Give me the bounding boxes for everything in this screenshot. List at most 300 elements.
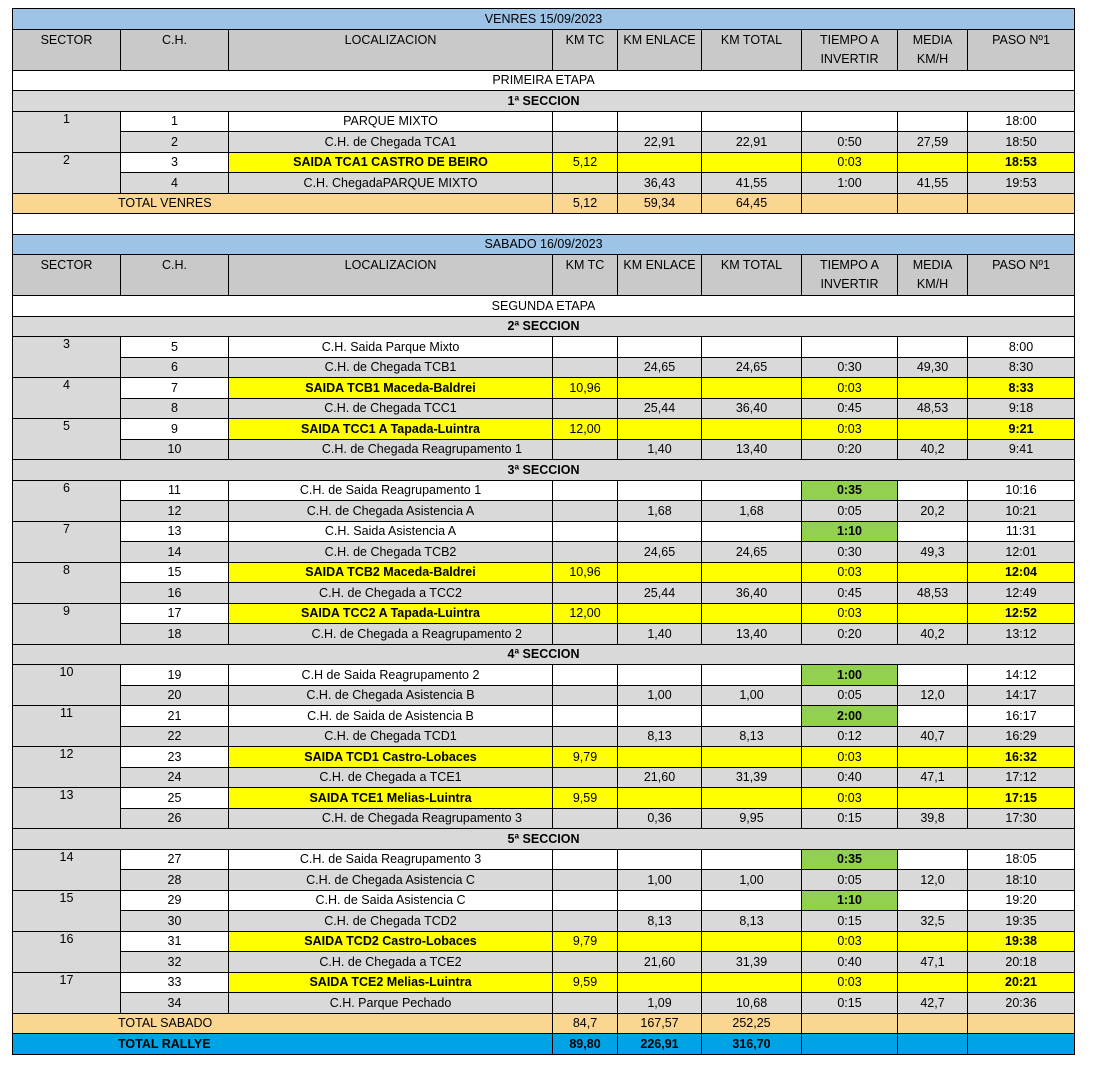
- itinerary-row: [13, 173, 1075, 194]
- localizacion-cell: C.H. de Chegada a TCC2: [229, 583, 553, 604]
- km-enlace-cell: 24,65: [618, 357, 702, 378]
- ch-cell: 33: [121, 972, 229, 993]
- section-title: [13, 460, 1075, 481]
- paso-cell: 19:20: [968, 890, 1075, 911]
- km-enlace-cell: 1,00: [618, 870, 702, 891]
- media-cell: [898, 562, 968, 583]
- section-title: [13, 316, 1075, 337]
- km-tc-cell: [553, 726, 618, 747]
- km-total-cell: [702, 849, 802, 870]
- km-enlace-cell: 8,13: [618, 911, 702, 932]
- km-enlace-cell: [618, 111, 702, 132]
- km-total-cell: 24,65: [702, 357, 802, 378]
- km-total-cell: [702, 931, 802, 952]
- ch-cell: 22: [121, 726, 229, 747]
- tiempo-cell: 0:40: [802, 952, 898, 973]
- paso-cell: 10:21: [968, 501, 1075, 522]
- ch-cell: 12: [121, 501, 229, 522]
- km-tc-cell: [553, 583, 618, 604]
- ch-cell: 8: [121, 398, 229, 419]
- km-enlace-cell: [618, 603, 702, 624]
- ch-cell: 16: [121, 583, 229, 604]
- total-sabado-media: [898, 1013, 968, 1034]
- ch-cell: 31: [121, 931, 229, 952]
- km-total-cell: 1,00: [702, 870, 802, 891]
- day-1-title-cell: VENRES 15/09/2023: [13, 9, 1075, 30]
- day-2-etapa: [13, 296, 1075, 317]
- ch-cell: 30: [121, 911, 229, 932]
- ch-cell: 32: [121, 952, 229, 973]
- sector-cell: 3: [13, 337, 121, 378]
- total-rallye-paso: [968, 1034, 1075, 1055]
- paso-cell: 16:17: [968, 706, 1075, 727]
- media-cell: 47,1: [898, 952, 968, 973]
- localizacion-cell: C.H. de Chegada TCA1: [229, 132, 553, 153]
- paso-cell: 8:00: [968, 337, 1075, 358]
- tiempo-cell: 0:12: [802, 726, 898, 747]
- col-km-enlace-header: KM ENLACE: [618, 255, 702, 296]
- media-cell: 39,8: [898, 808, 968, 829]
- itinerary-row: [13, 132, 1075, 153]
- day-2-etapa-cell: SEGUNDA ETAPA: [13, 296, 1075, 317]
- km-tc-cell: [553, 911, 618, 932]
- total-venres-paso: [968, 193, 1075, 214]
- itinerary-row: [13, 480, 1075, 501]
- paso-cell: 20:36: [968, 993, 1075, 1014]
- itinerary-row: [13, 111, 1075, 132]
- media-cell: [898, 706, 968, 727]
- localizacion-cell: C.H. de Chegada Asistencia A: [229, 501, 553, 522]
- media-cell: 20,2: [898, 501, 968, 522]
- tiempo-cell: 0:20: [802, 439, 898, 460]
- rally-itinerary-table: [12, 8, 1075, 1055]
- paso-cell: 18:00: [968, 111, 1075, 132]
- tiempo-cell: 0:03: [802, 378, 898, 399]
- km-enlace-cell: 25,44: [618, 583, 702, 604]
- km-total-cell: [702, 972, 802, 993]
- paso-cell: 18:10: [968, 870, 1075, 891]
- localizacion-cell: C.H. Saida Asistencia A: [229, 521, 553, 542]
- localizacion-cell: C.H. Parque Pechado: [229, 993, 553, 1014]
- total-sabado-tiempo: [802, 1013, 898, 1034]
- ch-cell: 18: [121, 624, 229, 645]
- tiempo-cell: [802, 337, 898, 358]
- km-tc-cell: [553, 993, 618, 1014]
- tiempo-cell: 0:03: [802, 562, 898, 583]
- media-cell: 48,53: [898, 398, 968, 419]
- column-header-row: [13, 29, 1075, 70]
- total-rallye-media: [898, 1034, 968, 1055]
- media-cell: 12,0: [898, 870, 968, 891]
- km-total-cell: 10,68: [702, 993, 802, 1014]
- ch-cell: 26: [121, 808, 229, 829]
- km-total-cell: 13,40: [702, 624, 802, 645]
- media-cell: 42,7: [898, 993, 968, 1014]
- ch-cell: 4: [121, 173, 229, 194]
- km-tc-cell: [553, 870, 618, 891]
- ch-cell: 3: [121, 152, 229, 173]
- localizacion-cell: SAIDA TCC2 A Tapada-Luintra: [229, 603, 553, 624]
- paso-cell: 11:31: [968, 521, 1075, 542]
- localizacion-cell: SAIDA TCD1 Castro-Lobaces: [229, 747, 553, 768]
- itinerary-row: [13, 726, 1075, 747]
- ch-cell: 27: [121, 849, 229, 870]
- km-tc-cell: 9,59: [553, 788, 618, 809]
- sector-cell: 12: [13, 747, 121, 788]
- sector-cell: 7: [13, 521, 121, 562]
- km-enlace-cell: [618, 378, 702, 399]
- localizacion-cell: C.H. de Chegada Reagrupamento 3: [229, 808, 553, 829]
- col-paso-header: PASO Nº1: [968, 29, 1075, 70]
- km-enlace-cell: [618, 419, 702, 440]
- tiempo-cell: 0:05: [802, 685, 898, 706]
- localizacion-cell: C.H. de Chegada a TCE1: [229, 767, 553, 788]
- itinerary-row: [13, 603, 1075, 624]
- km-tc-cell: [553, 706, 618, 727]
- paso-cell: 9:21: [968, 419, 1075, 440]
- paso-cell: 16:32: [968, 747, 1075, 768]
- itinerary-row: [13, 788, 1075, 809]
- paso-cell: 12:01: [968, 542, 1075, 563]
- itinerary-row: [13, 685, 1075, 706]
- localizacion-cell: C.H. de Chegada Reagrupamento 1: [229, 439, 553, 460]
- km-enlace-cell: [618, 788, 702, 809]
- sector-cell: 13: [13, 788, 121, 829]
- paso-cell: 18:50: [968, 132, 1075, 153]
- km-tc-cell: [553, 849, 618, 870]
- col-km-enlace-header: KM ENLACE: [618, 29, 702, 70]
- tiempo-cell: 0:03: [802, 747, 898, 768]
- day-1-etapa: [13, 70, 1075, 91]
- total-sabado-km-total: 252,25: [702, 1013, 802, 1034]
- sector-cell: 11: [13, 706, 121, 747]
- sector-cell: 1: [13, 111, 121, 152]
- km-enlace-cell: 1,40: [618, 439, 702, 460]
- tiempo-cell: 0:45: [802, 398, 898, 419]
- itinerary-row: [13, 419, 1075, 440]
- itinerary-row: [13, 993, 1075, 1014]
- tiempo-cell: 0:30: [802, 357, 898, 378]
- col-km-total-header: KM TOTAL: [702, 255, 802, 296]
- col-km-tc-header: KM TC: [553, 255, 618, 296]
- sector-cell: 16: [13, 931, 121, 972]
- total-venres-label: TOTAL VENRES: [13, 193, 553, 214]
- sector-cell: 10: [13, 665, 121, 706]
- km-total-cell: 8,13: [702, 726, 802, 747]
- km-tc-cell: 10,96: [553, 562, 618, 583]
- km-enlace-cell: [618, 931, 702, 952]
- sector-cell: 15: [13, 890, 121, 931]
- km-tc-cell: [553, 542, 618, 563]
- tiempo-cell: 0:15: [802, 993, 898, 1014]
- itinerary-row: [13, 767, 1075, 788]
- km-tc-cell: [553, 521, 618, 542]
- media-cell: [898, 972, 968, 993]
- localizacion-cell: C.H. de Chegada Asistencia C: [229, 870, 553, 891]
- ch-cell: 19: [121, 665, 229, 686]
- media-cell: [898, 890, 968, 911]
- paso-cell: 17:30: [968, 808, 1075, 829]
- media-cell: 48,53: [898, 583, 968, 604]
- tiempo-cell: 0:45: [802, 583, 898, 604]
- col-localizacion-header: LOCALIZACION: [229, 29, 553, 70]
- km-tc-cell: 9,59: [553, 972, 618, 993]
- km-tc-cell: [553, 357, 618, 378]
- localizacion-cell: C.H. de Chegada TCD1: [229, 726, 553, 747]
- sector-cell: 9: [13, 603, 121, 644]
- media-cell: [898, 665, 968, 686]
- total-sabado: [13, 1013, 1075, 1034]
- media-cell: [898, 521, 968, 542]
- itinerary-row: [13, 747, 1075, 768]
- paso-cell: 20:18: [968, 952, 1075, 973]
- km-total-cell: [702, 111, 802, 132]
- km-total-cell: 1,68: [702, 501, 802, 522]
- total-rallye-km-total: 316,70: [702, 1034, 802, 1055]
- sector-cell: 6: [13, 480, 121, 521]
- tiempo-cell: 0:35: [802, 480, 898, 501]
- paso-cell: 12:52: [968, 603, 1075, 624]
- itinerary-row: [13, 808, 1075, 829]
- paso-cell: 19:38: [968, 931, 1075, 952]
- km-total-cell: 13,40: [702, 439, 802, 460]
- itinerary-row: [13, 952, 1075, 973]
- km-total-cell: [702, 562, 802, 583]
- ch-cell: 21: [121, 706, 229, 727]
- km-enlace-cell: [618, 706, 702, 727]
- km-tc-cell: [553, 501, 618, 522]
- itinerary-row: [13, 562, 1075, 583]
- media-cell: 49,30: [898, 357, 968, 378]
- localizacion-cell: C.H. de Chegada TCD2: [229, 911, 553, 932]
- media-cell: [898, 337, 968, 358]
- km-enlace-cell: [618, 480, 702, 501]
- km-enlace-cell: [618, 849, 702, 870]
- tiempo-cell: 1:00: [802, 665, 898, 686]
- ch-cell: 15: [121, 562, 229, 583]
- total-sabado-paso: [968, 1013, 1075, 1034]
- km-total-cell: [702, 480, 802, 501]
- km-enlace-cell: 25,44: [618, 398, 702, 419]
- paso-cell: 16:29: [968, 726, 1075, 747]
- section-title-cell: 2ª SECCION: [13, 316, 1075, 337]
- km-enlace-cell: 1,68: [618, 501, 702, 522]
- col-sector-header: SECTOR: [13, 29, 121, 70]
- itinerary-row: [13, 870, 1075, 891]
- itinerary-row: [13, 378, 1075, 399]
- itinerary-row: [13, 583, 1075, 604]
- km-tc-cell: 12,00: [553, 419, 618, 440]
- localizacion-cell: SAIDA TCD2 Castro-Lobaces: [229, 931, 553, 952]
- km-total-cell: 1,00: [702, 685, 802, 706]
- itinerary-row: [13, 521, 1075, 542]
- km-total-cell: 8,13: [702, 911, 802, 932]
- tiempo-cell: 0:50: [802, 132, 898, 153]
- km-total-cell: [702, 603, 802, 624]
- itinerary-row: [13, 357, 1075, 378]
- ch-cell: 34: [121, 993, 229, 1014]
- localizacion-cell: C.H. de Saida Reagrupamento 3: [229, 849, 553, 870]
- media-cell: [898, 111, 968, 132]
- ch-cell: 20: [121, 685, 229, 706]
- km-enlace-cell: [618, 972, 702, 993]
- km-tc-cell: 10,96: [553, 378, 618, 399]
- localizacion-cell: PARQUE MIXTO: [229, 111, 553, 132]
- km-total-cell: [702, 337, 802, 358]
- km-enlace-cell: 8,13: [618, 726, 702, 747]
- itinerary-row: [13, 890, 1075, 911]
- tiempo-cell: 2:00: [802, 706, 898, 727]
- paso-cell: 19:35: [968, 911, 1075, 932]
- section-title-cell: 3ª SECCION: [13, 460, 1075, 481]
- km-total-cell: 31,39: [702, 952, 802, 973]
- localizacion-cell: SAIDA TCE2 Melias-Luintra: [229, 972, 553, 993]
- localizacion-cell: SAIDA TCB2 Maceda-Baldrei: [229, 562, 553, 583]
- km-total-cell: 9,95: [702, 808, 802, 829]
- ch-cell: 11: [121, 480, 229, 501]
- km-tc-cell: [553, 808, 618, 829]
- km-tc-cell: [553, 890, 618, 911]
- km-enlace-cell: [618, 337, 702, 358]
- km-enlace-cell: 22,91: [618, 132, 702, 153]
- km-tc-cell: [553, 111, 618, 132]
- col-sector-header: SECTOR: [13, 255, 121, 296]
- tiempo-cell: [802, 111, 898, 132]
- ch-cell: 1: [121, 111, 229, 132]
- tiempo-cell: 0:03: [802, 972, 898, 993]
- tiempo-cell: 0:35: [802, 849, 898, 870]
- itinerary-row: [13, 972, 1075, 993]
- section-title: [13, 829, 1075, 850]
- km-tc-cell: [553, 665, 618, 686]
- day-2-title: [13, 234, 1075, 255]
- km-enlace-cell: 21,60: [618, 952, 702, 973]
- itinerary-row: [13, 337, 1075, 358]
- tiempo-cell: 0:05: [802, 870, 898, 891]
- media-cell: 40,2: [898, 624, 968, 645]
- paso-cell: 12:49: [968, 583, 1075, 604]
- media-cell: [898, 152, 968, 173]
- total-rallye: [13, 1034, 1075, 1055]
- ch-cell: 13: [121, 521, 229, 542]
- sector-cell: 5: [13, 419, 121, 460]
- col-media-header: MEDIA KM/H: [898, 29, 968, 70]
- media-cell: [898, 480, 968, 501]
- total-venres-km-tc: 5,12: [553, 193, 618, 214]
- localizacion-cell: C.H. de Saida Reagrupamento 1: [229, 480, 553, 501]
- km-tc-cell: [553, 952, 618, 973]
- tiempo-cell: 0:40: [802, 767, 898, 788]
- media-cell: [898, 788, 968, 809]
- km-enlace-cell: 21,60: [618, 767, 702, 788]
- column-header-row: [13, 255, 1075, 296]
- localizacion-cell: C.H. de Chegada TCC1: [229, 398, 553, 419]
- paso-cell: 17:15: [968, 788, 1075, 809]
- km-enlace-cell: 36,43: [618, 173, 702, 194]
- paso-cell: 17:12: [968, 767, 1075, 788]
- col-tiempo-header: TIEMPO A INVERTIR: [802, 255, 898, 296]
- ch-cell: 5: [121, 337, 229, 358]
- day-2-title-cell: SABADO 16/09/2023: [13, 234, 1075, 255]
- media-cell: 47,1: [898, 767, 968, 788]
- section-title: [13, 91, 1075, 112]
- km-total-cell: [702, 152, 802, 173]
- total-rallye-km-enlace: 226,91: [618, 1034, 702, 1055]
- tiempo-cell: 0:20: [802, 624, 898, 645]
- km-tc-cell: [553, 132, 618, 153]
- tiempo-cell: 1:00: [802, 173, 898, 194]
- col-km-tc-header: KM TC: [553, 29, 618, 70]
- km-enlace-cell: 0,36: [618, 808, 702, 829]
- tiempo-cell: 0:30: [802, 542, 898, 563]
- media-cell: [898, 931, 968, 952]
- localizacion-cell: SAIDA TCC1 A Tapada-Luintra: [229, 419, 553, 440]
- paso-cell: 19:53: [968, 173, 1075, 194]
- km-total-cell: 41,55: [702, 173, 802, 194]
- km-total-cell: 22,91: [702, 132, 802, 153]
- tiempo-cell: 0:03: [802, 788, 898, 809]
- section-title-cell: 1ª SECCION: [13, 91, 1075, 112]
- localizacion-cell: SAIDA TCB1 Maceda-Baldrei: [229, 378, 553, 399]
- section-title-cell: 4ª SECCION: [13, 644, 1075, 665]
- sector-cell: 8: [13, 562, 121, 603]
- localizacion-cell: C.H. de Chegada a TCE2: [229, 952, 553, 973]
- tiempo-cell: 0:03: [802, 152, 898, 173]
- itinerary-row: [13, 542, 1075, 563]
- col-km-total-header: KM TOTAL: [702, 29, 802, 70]
- ch-cell: 6: [121, 357, 229, 378]
- km-enlace-cell: 1,09: [618, 993, 702, 1014]
- km-tc-cell: 9,79: [553, 931, 618, 952]
- total-rallye-label: TOTAL RALLYE: [13, 1034, 553, 1055]
- tiempo-cell: 0:05: [802, 501, 898, 522]
- itinerary-body: [13, 9, 1075, 1055]
- km-enlace-cell: [618, 890, 702, 911]
- total-venres-km-total: 64,45: [702, 193, 802, 214]
- ch-cell: 10: [121, 439, 229, 460]
- media-cell: [898, 603, 968, 624]
- ch-cell: 14: [121, 542, 229, 563]
- col-ch-header: C.H.: [121, 29, 229, 70]
- tiempo-cell: 0:15: [802, 808, 898, 829]
- sector-cell: 14: [13, 849, 121, 890]
- km-total-cell: [702, 788, 802, 809]
- spacer-row-cell: [13, 214, 1075, 235]
- km-total-cell: [702, 890, 802, 911]
- paso-cell: 8:30: [968, 357, 1075, 378]
- localizacion-cell: C.H de Saida Reagrupamento 2: [229, 665, 553, 686]
- itinerary-row: [13, 398, 1075, 419]
- km-total-cell: [702, 665, 802, 686]
- tiempo-cell: 0:03: [802, 603, 898, 624]
- day-1-etapa-cell: PRIMEIRA ETAPA: [13, 70, 1075, 91]
- itinerary-row: [13, 931, 1075, 952]
- paso-cell: 9:18: [968, 398, 1075, 419]
- km-tc-cell: 9,79: [553, 747, 618, 768]
- section-title-cell: 5ª SECCION: [13, 829, 1075, 850]
- ch-cell: 7: [121, 378, 229, 399]
- km-total-cell: [702, 747, 802, 768]
- total-sabado-km-tc: 84,7: [553, 1013, 618, 1034]
- ch-cell: 25: [121, 788, 229, 809]
- tiempo-cell: 0:03: [802, 931, 898, 952]
- km-tc-cell: 12,00: [553, 603, 618, 624]
- col-paso-header: PASO Nº1: [968, 255, 1075, 296]
- paso-cell: 18:53: [968, 152, 1075, 173]
- km-total-cell: 36,40: [702, 398, 802, 419]
- itinerary-row: [13, 152, 1075, 173]
- paso-cell: 13:12: [968, 624, 1075, 645]
